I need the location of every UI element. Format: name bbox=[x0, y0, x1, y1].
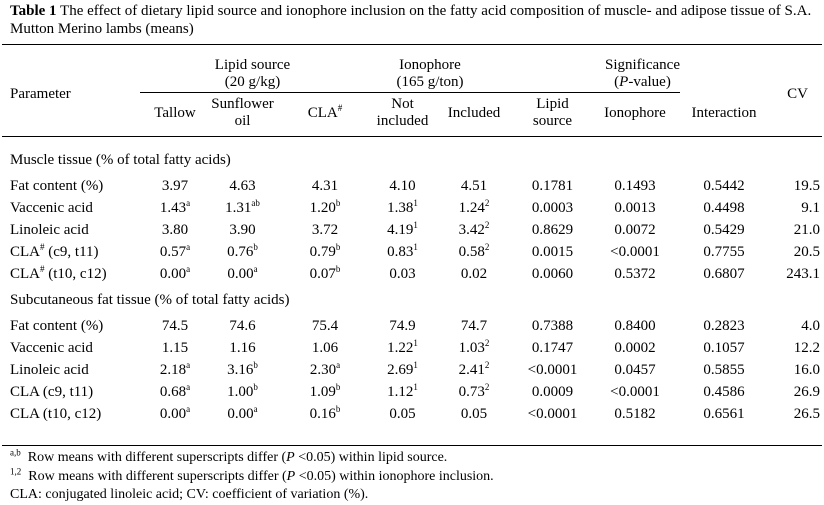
cell-cv: 4.0 bbox=[801, 318, 820, 334]
cell-sunflower: 3.90 bbox=[229, 222, 256, 238]
cell-tallow: 0.00$^a$ bbox=[159, 264, 191, 282]
cell-sunflower: 0.76$^b$ bbox=[227, 242, 258, 260]
cell-tallow: 0.57$^a$ bbox=[159, 242, 191, 260]
cell-not-inc: 74.9 bbox=[389, 318, 416, 334]
cell-inc: 0.73$^2$ bbox=[458, 382, 490, 400]
cell-lipid-p: <0.0001 bbox=[527, 362, 578, 378]
cell-iono-p: <0.0001 bbox=[610, 384, 660, 400]
header-cv: CV bbox=[787, 86, 808, 102]
cell-sunflower: 4.63 bbox=[229, 178, 256, 194]
cell-inc: 0.02 bbox=[460, 266, 488, 282]
cell-cv: 16.0 bbox=[793, 362, 820, 378]
cell-sunflower: 74.6 bbox=[229, 318, 256, 334]
cell-not-inc: 1.12$^1$ bbox=[387, 382, 418, 400]
cell-inc: 0.58$^2$ bbox=[458, 242, 490, 260]
cell-inter-p: 0.5429 bbox=[703, 222, 745, 238]
cell-not-inc: 4.10 bbox=[389, 178, 416, 194]
cell-not-inc: 0.83$^1$ bbox=[387, 242, 418, 260]
top-rule bbox=[2, 44, 822, 45]
cell-not-inc: 0.05 bbox=[389, 406, 416, 422]
cell-inc: 0.05 bbox=[460, 406, 488, 422]
footnote-abbreviations: CLA: conjugated linoleic acid; CV: coefficient of variation (%). bbox=[10, 487, 369, 502]
cell-inc: 1.03$^2$ bbox=[458, 338, 490, 356]
cell-cv: 12.2 bbox=[793, 340, 820, 356]
cell-cla: 1.09$^b$ bbox=[309, 382, 341, 400]
cell-not-inc: 1.38$^1$ bbox=[387, 198, 418, 216]
cell-sunflower: 1.31$^{ab}$ bbox=[225, 198, 260, 216]
cell-cla: 3.72 bbox=[311, 222, 339, 238]
table-caption bbox=[10, 2, 820, 38]
cell-inter-p: 0.6561 bbox=[703, 406, 745, 422]
cell-lipid-p: 0.0009 bbox=[531, 384, 574, 400]
header-iono-group: Ionophore bbox=[399, 57, 461, 73]
cell-cla: 4.31 bbox=[311, 178, 339, 194]
header-parameter: Parameter bbox=[10, 86, 71, 102]
section-subcutaneous: Subcutaneous fat tissue (% of total fatty acids) bbox=[10, 292, 290, 308]
cell-inc: 4.51 bbox=[460, 178, 488, 194]
cell-lipid-p: 0.0003 bbox=[531, 200, 574, 216]
cell-iono-p: 0.0457 bbox=[614, 362, 656, 378]
header-lipid-source-1: Lipid bbox=[536, 96, 569, 112]
cell-cv: 26.5 bbox=[793, 406, 820, 422]
header-sig-group-sub: (P-value) bbox=[614, 74, 671, 90]
cell-tallow: 1.43$^a$ bbox=[159, 198, 191, 216]
cell-lipid-p: <0.0001 bbox=[527, 406, 578, 422]
row-parameter: Fat content (%) bbox=[10, 178, 104, 194]
cell-iono-p: 0.5372 bbox=[614, 266, 656, 282]
cell-not-inc: 2.69$^1$ bbox=[387, 360, 418, 378]
cell-sunflower: 1.16 bbox=[229, 340, 256, 356]
cell-tallow: 3.80 bbox=[161, 222, 189, 238]
cell-sunflower: 0.00$^a$ bbox=[227, 404, 258, 422]
cell-inter-p: 0.2823 bbox=[703, 318, 745, 334]
cell-inter-p: 0.5442 bbox=[703, 178, 745, 194]
row-parameter: CLA (c9, t11) bbox=[10, 384, 94, 400]
footnote-letters: $^{a,b}$ Row means with different superscripts differ (P <0.05) within lipid source. bbox=[10, 447, 448, 465]
row-parameter: Fat content (%) bbox=[10, 318, 104, 334]
row-parameter: Vaccenic acid bbox=[10, 340, 93, 356]
bottom-rule bbox=[2, 445, 822, 446]
header-lipid-group: Lipid source bbox=[214, 57, 291, 73]
cell-inter-p: 0.4498 bbox=[703, 200, 745, 216]
cell-inter-p: 0.7755 bbox=[703, 244, 745, 260]
cell-inc: 3.42$^2$ bbox=[458, 220, 490, 238]
cell-cla: 0.16$^b$ bbox=[309, 404, 341, 422]
row-parameter: CLA (t10, c12) bbox=[10, 406, 102, 422]
row-parameter: Linoleic acid bbox=[10, 222, 89, 238]
cell-not-inc: 0.03 bbox=[389, 266, 416, 282]
header-interaction: Interaction bbox=[691, 105, 757, 121]
cell-iono-p: 0.8400 bbox=[614, 318, 656, 334]
cell-tallow: 3.97 bbox=[161, 178, 189, 194]
cell-inter-p: 0.4586 bbox=[703, 384, 745, 400]
cell-tallow: 2.18$^a$ bbox=[159, 360, 191, 378]
header-lipid-group-sub: (20 g/kg) bbox=[224, 74, 281, 90]
header-sunflower-1: Sunflower bbox=[211, 96, 274, 112]
cell-cv: 21.0 bbox=[793, 222, 820, 238]
cell-iono-p: 0.0013 bbox=[614, 200, 656, 216]
cell-cla: 1.20$^b$ bbox=[309, 198, 341, 216]
cell-inc: 1.24$^2$ bbox=[458, 198, 490, 216]
cell-iono-p: 0.1493 bbox=[614, 178, 656, 194]
cell-iono-p: 0.0002 bbox=[614, 340, 656, 356]
cell-cla: 0.07$^b$ bbox=[309, 264, 341, 282]
cell-tallow: 74.5 bbox=[161, 318, 189, 334]
cell-cla: 75.4 bbox=[311, 318, 339, 334]
row-parameter: Linoleic acid bbox=[10, 362, 89, 378]
cell-inter-p: 0.5855 bbox=[703, 362, 745, 378]
cell-lipid-p: 0.7388 bbox=[531, 318, 574, 334]
cell-cla: 1.06 bbox=[311, 340, 339, 356]
cell-lipid-p: 0.8629 bbox=[531, 222, 574, 238]
cell-inter-p: 0.1057 bbox=[703, 340, 745, 356]
cell-tallow: 1.15 bbox=[161, 340, 189, 356]
row-parameter: CLA# (t10, c12) bbox=[10, 264, 107, 282]
cell-cv: 243.1 bbox=[786, 266, 820, 282]
cell-cla: 0.79$^b$ bbox=[309, 242, 341, 260]
header-sub-rule bbox=[140, 92, 680, 93]
cell-iono-p: <0.0001 bbox=[610, 244, 660, 260]
cell-cv: 20.5 bbox=[793, 244, 820, 260]
cell-lipid-p: 0.1747 bbox=[531, 340, 574, 356]
header-not-included-2: included bbox=[376, 113, 429, 129]
header-ionophore: Ionophore bbox=[604, 105, 666, 121]
cell-cv: 26.9 bbox=[793, 384, 820, 400]
section-muscle: Muscle tissue (% of total fatty acids) bbox=[10, 152, 231, 168]
cell-tallow: 0.00$^a$ bbox=[159, 404, 191, 422]
cell-inc: 2.41$^2$ bbox=[458, 360, 490, 378]
cell-iono-p: 0.5182 bbox=[614, 406, 656, 422]
header-sig-group: Significance bbox=[605, 57, 680, 73]
footnote-numbers: $^{1,2}$ Row means with different superscripts differ (P <0.05) within ionophore inclusion. bbox=[10, 466, 494, 484]
cell-lipid-p: 0.0015 bbox=[531, 244, 574, 260]
header-included: Included bbox=[447, 105, 501, 121]
cell-cla: 2.30$^a$ bbox=[309, 360, 341, 378]
header-tallow: Tallow bbox=[154, 105, 196, 121]
header-sunflower-2: oil bbox=[234, 113, 251, 129]
row-parameter: CLA# (c9, t11) bbox=[10, 242, 99, 260]
cell-sunflower: 1.00$^b$ bbox=[227, 382, 258, 400]
cell-iono-p: 0.0072 bbox=[614, 222, 656, 238]
cell-cv: 9.1 bbox=[801, 200, 820, 216]
cell-inc: 74.7 bbox=[460, 318, 488, 334]
cell-not-inc: 1.22$^1$ bbox=[387, 338, 418, 356]
cell-tallow: 0.68$^a$ bbox=[159, 382, 191, 400]
cell-sunflower: 0.00$^a$ bbox=[227, 264, 258, 282]
caption-label: Table 1 bbox=[10, 3, 57, 19]
cell-sunflower: 3.16$^b$ bbox=[227, 360, 258, 378]
cell-not-inc: 4.19$^1$ bbox=[387, 220, 418, 238]
caption-text: The effect of dietary lipid source and ionophore inclusion on the fatty acid composition of muscle- and adipose tissue of S.A. Mutton Merino lambs (means) bbox=[10, 3, 812, 37]
header-lipid-source-2: source bbox=[532, 113, 573, 129]
header-cla: CLA# bbox=[307, 103, 343, 121]
row-parameter: Vaccenic acid bbox=[10, 200, 93, 216]
cell-lipid-p: 0.1781 bbox=[531, 178, 574, 194]
cell-inter-p: 0.6807 bbox=[703, 266, 745, 282]
cell-lipid-p: 0.0060 bbox=[531, 266, 574, 282]
cell-cv: 19.5 bbox=[793, 178, 820, 194]
header-bottom-rule bbox=[2, 136, 822, 137]
header-not-included-1: Not bbox=[391, 96, 414, 112]
header-iono-group-sub: (165 g/ton) bbox=[396, 74, 464, 90]
